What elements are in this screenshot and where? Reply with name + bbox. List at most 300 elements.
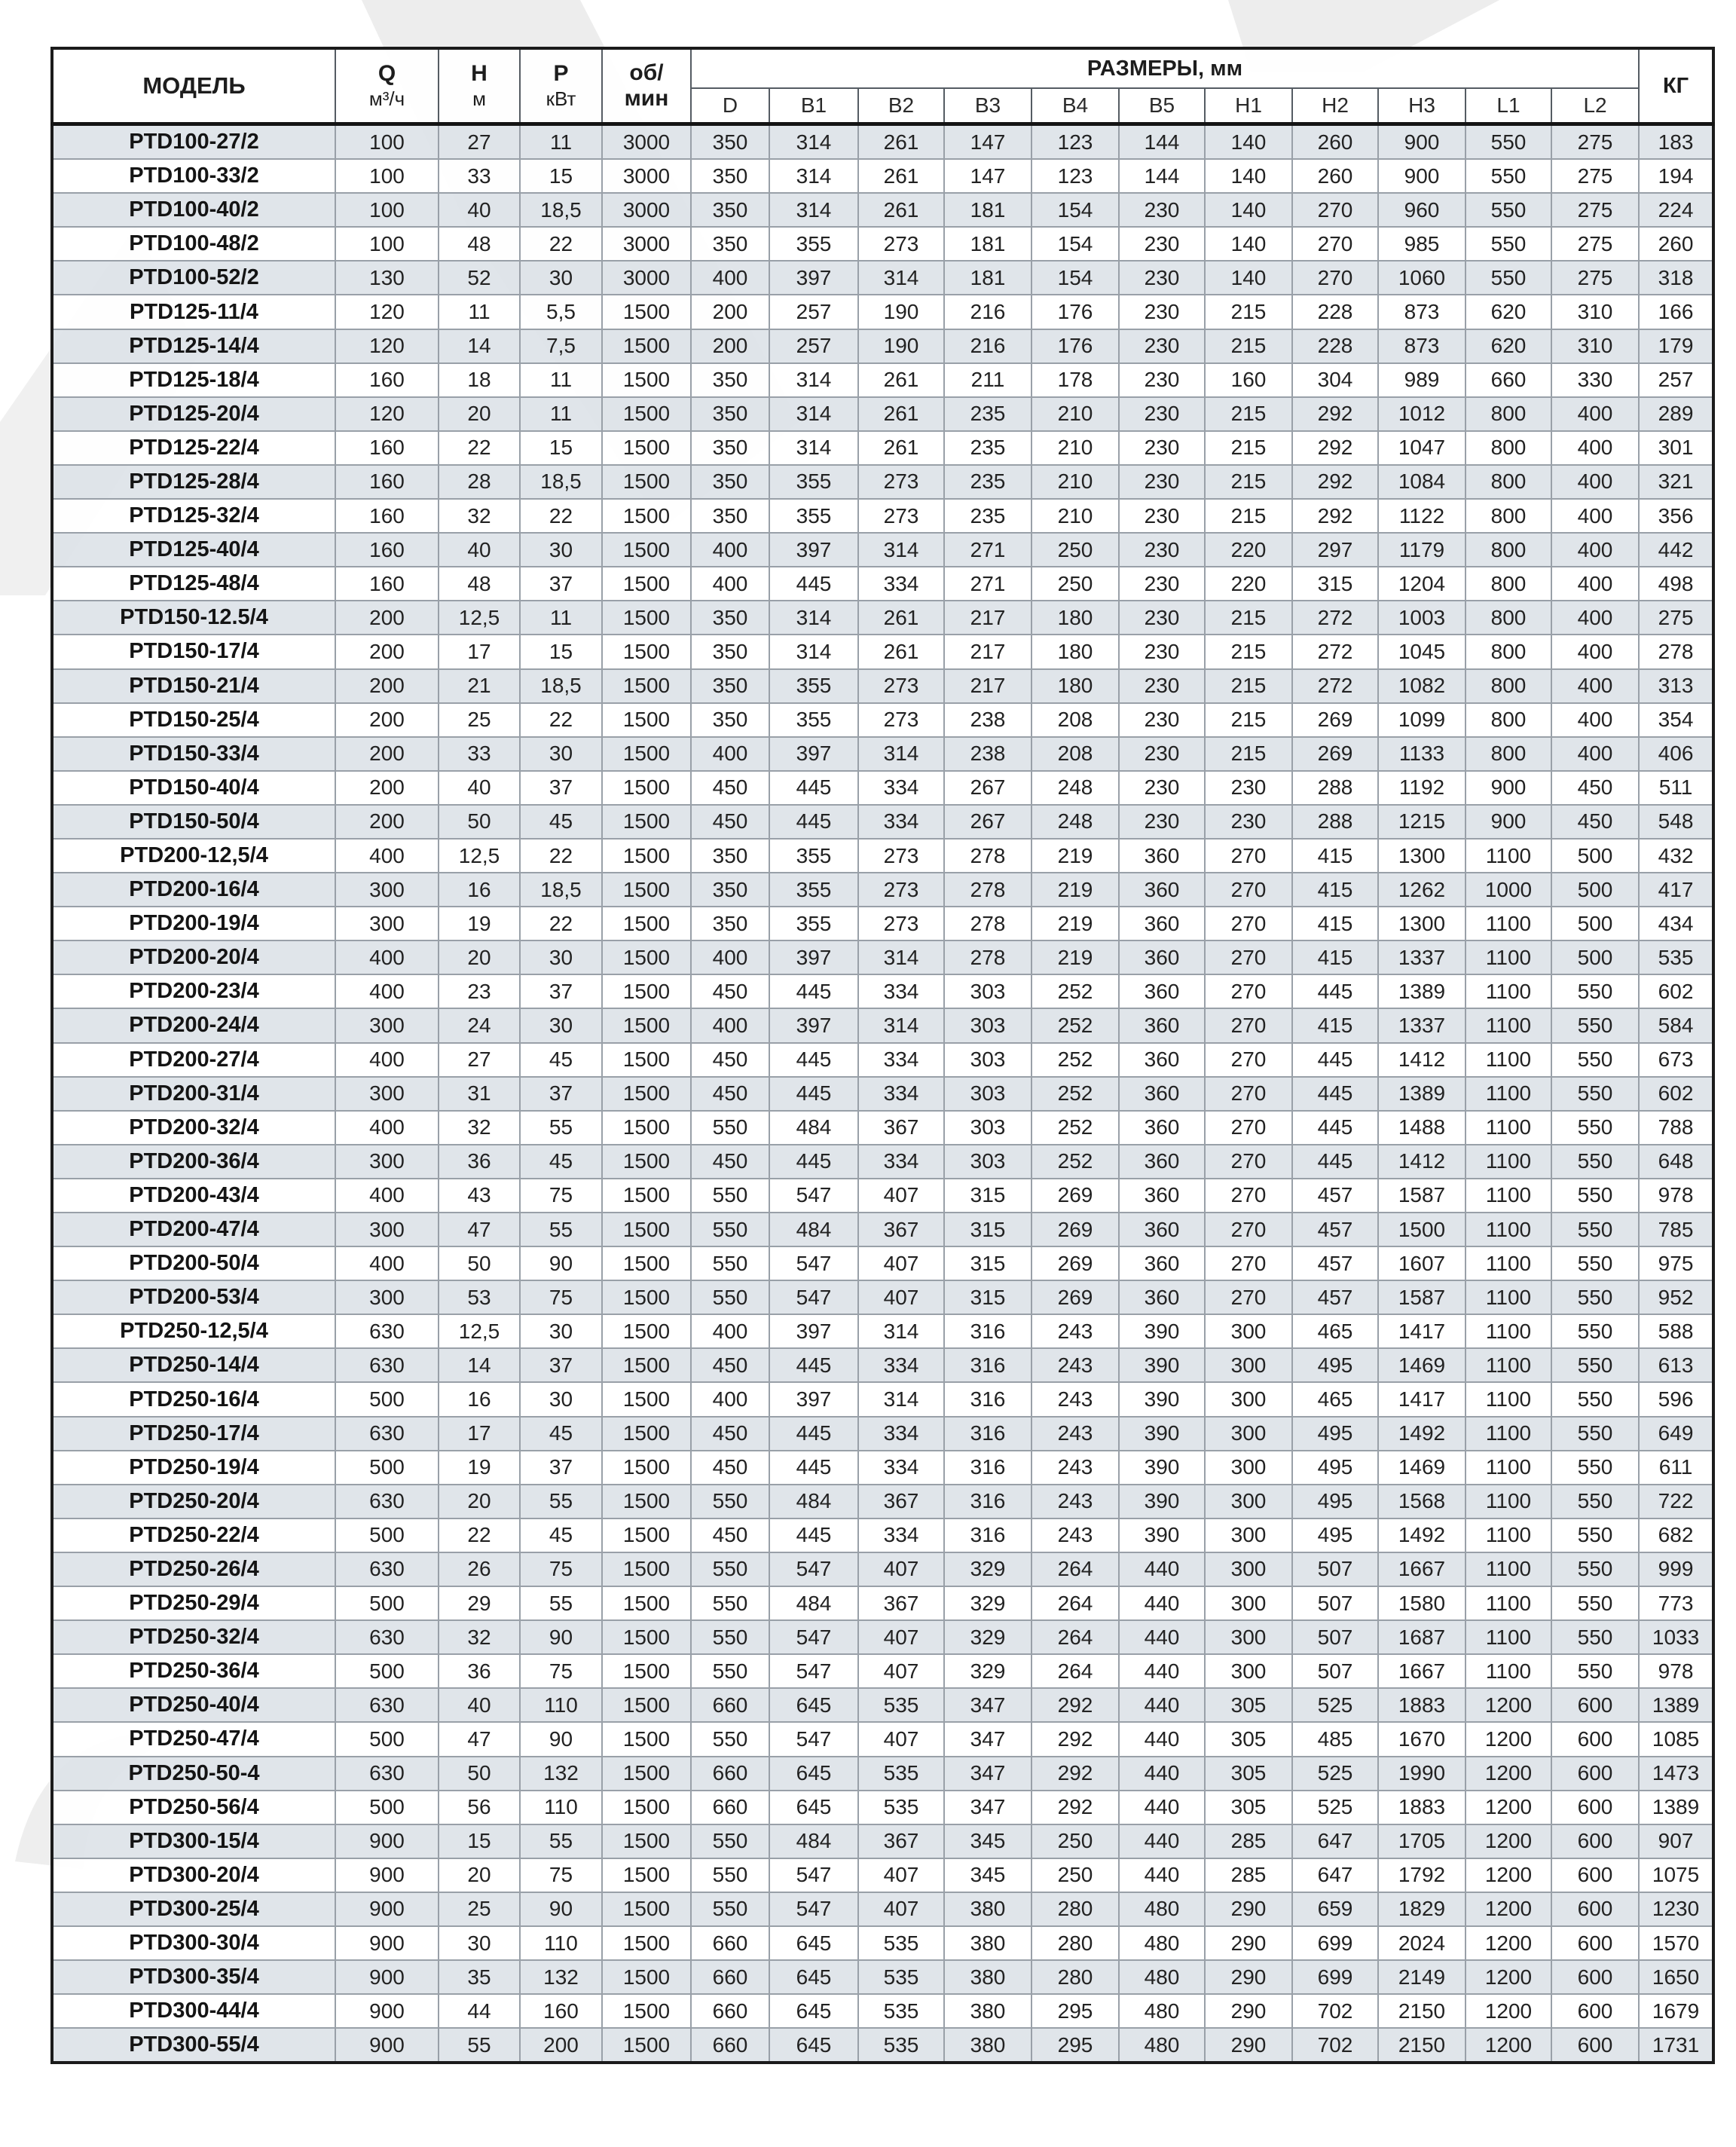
cell-h3: 1122 [1378, 499, 1466, 533]
cell-h1: 285 [1205, 1824, 1292, 1858]
cell-h: 32 [439, 1111, 520, 1145]
cell-q: 300 [335, 1145, 439, 1179]
cell-h: 25 [439, 703, 520, 737]
cell-p: 30 [520, 1314, 602, 1348]
cell-b5: 230 [1119, 567, 1205, 601]
cell-q: 500 [335, 1654, 439, 1688]
cell-h: 20 [439, 397, 520, 431]
cell-q: 630 [335, 1485, 439, 1518]
cell-b4: 252 [1032, 1043, 1119, 1077]
cell-b3: 316 [944, 1451, 1032, 1485]
cell-h3: 1337 [1378, 1008, 1466, 1042]
cell-d: 400 [691, 1382, 769, 1416]
cell-h: 40 [439, 193, 520, 227]
cell-p: 22 [520, 703, 602, 737]
cell-h1: 270 [1205, 1213, 1292, 1246]
cell-b5: 230 [1119, 601, 1205, 635]
cell-l1: 1100 [1466, 1654, 1551, 1688]
cell-kg: 354 [1639, 703, 1713, 737]
cell-kg: 1650 [1639, 1960, 1713, 1994]
cell-b2: 334 [858, 771, 944, 805]
cell-model: PTD200-53/4 [52, 1280, 335, 1314]
cell-l2: 550 [1551, 1518, 1639, 1552]
cell-h: 25 [439, 1892, 520, 1926]
cell-b4: 292 [1032, 1791, 1119, 1824]
cell-rpm: 1500 [602, 1791, 691, 1824]
cell-l1: 1100 [1466, 940, 1551, 974]
cell-d: 550 [691, 1722, 769, 1756]
cell-h: 31 [439, 1077, 520, 1111]
cell-b1: 547 [769, 1280, 858, 1314]
table-row [52, 974, 1713, 1008]
cell-b5: 230 [1119, 737, 1205, 771]
cell-h1: 270 [1205, 1145, 1292, 1179]
cell-h3: 1412 [1378, 1043, 1466, 1077]
cell-b1: 397 [769, 1382, 858, 1416]
cell-b5: 230 [1119, 397, 1205, 431]
cell-q: 120 [335, 295, 439, 329]
cell-h2: 269 [1292, 737, 1378, 771]
cell-d: 350 [691, 499, 769, 533]
cell-p: 110 [520, 1791, 602, 1824]
cell-l2: 550 [1551, 1586, 1639, 1620]
cell-b5: 230 [1119, 295, 1205, 329]
cell-model: PTD250-17/4 [52, 1417, 335, 1451]
cell-b2: 407 [858, 1892, 944, 1926]
col-group-dimensions: РАЗМЕРЫ, мм [691, 48, 1639, 88]
cell-h: 50 [439, 805, 520, 839]
cell-h2: 292 [1292, 431, 1378, 465]
cell-b5: 230 [1119, 771, 1205, 805]
table-row [52, 1485, 1713, 1518]
cell-q: 160 [335, 499, 439, 533]
cell-b3: 303 [944, 1111, 1032, 1145]
cell-q: 300 [335, 1008, 439, 1042]
cell-b3: 238 [944, 737, 1032, 771]
cell-b5: 230 [1119, 703, 1205, 737]
cell-h3: 1060 [1378, 261, 1466, 295]
cell-b4: 264 [1032, 1586, 1119, 1620]
cell-rpm: 1500 [602, 1145, 691, 1179]
cell-h: 27 [439, 1043, 520, 1077]
cell-kg: 722 [1639, 1485, 1713, 1518]
cell-d: 350 [691, 227, 769, 261]
q-symbol: Q [377, 60, 396, 86]
cell-l1: 800 [1466, 669, 1551, 703]
cell-kg: 301 [1639, 431, 1713, 465]
cell-kg: 773 [1639, 1586, 1713, 1620]
cell-kg: 406 [1639, 737, 1713, 771]
cell-l2: 400 [1551, 465, 1639, 499]
cell-b5: 440 [1119, 1654, 1205, 1688]
cell-l1: 660 [1466, 363, 1551, 397]
cell-d: 350 [691, 193, 769, 227]
cell-h1: 215 [1205, 431, 1292, 465]
cell-rpm: 1500 [602, 533, 691, 567]
cell-b3: 216 [944, 329, 1032, 363]
cell-b2: 273 [858, 669, 944, 703]
cell-d: 450 [691, 1451, 769, 1485]
table-row [52, 397, 1713, 431]
cell-b1: 445 [769, 974, 858, 1008]
cell-model: PTD250-29/4 [52, 1586, 335, 1620]
cell-b5: 440 [1119, 1722, 1205, 1756]
cell-b3: 345 [944, 1824, 1032, 1858]
cell-p: 90 [520, 1620, 602, 1654]
cell-h2: 457 [1292, 1280, 1378, 1314]
cell-h3: 1417 [1378, 1382, 1466, 1416]
cell-b2: 273 [858, 907, 944, 940]
col-header-rpm [602, 48, 691, 124]
cell-kg: 1075 [1639, 1858, 1713, 1892]
cell-d: 660 [691, 1994, 769, 2028]
cell-h2: 495 [1292, 1485, 1378, 1518]
cell-b1: 314 [769, 397, 858, 431]
cell-h: 32 [439, 1620, 520, 1654]
cell-h3: 1607 [1378, 1246, 1466, 1280]
cell-h: 19 [439, 1451, 520, 1485]
cell-l2: 600 [1551, 1824, 1639, 1858]
cell-p: 55 [520, 1485, 602, 1518]
cell-p: 11 [520, 124, 602, 160]
cell-q: 400 [335, 974, 439, 1008]
rpm-label-line2: мин [624, 86, 669, 111]
cell-b3: 147 [944, 159, 1032, 193]
cell-model: PTD150-21/4 [52, 669, 335, 703]
cell-b4: 280 [1032, 1926, 1119, 1960]
cell-b3: 329 [944, 1654, 1032, 1688]
cell-l1: 1100 [1466, 1008, 1551, 1042]
cell-b2: 273 [858, 227, 944, 261]
cell-rpm: 1500 [602, 1518, 691, 1552]
cell-b1: 445 [769, 771, 858, 805]
cell-l2: 600 [1551, 1994, 1639, 2028]
cell-h: 43 [439, 1179, 520, 1213]
cell-kg: 442 [1639, 533, 1713, 567]
cell-q: 300 [335, 873, 439, 907]
table-row [52, 1620, 1713, 1654]
table-row [52, 601, 1713, 635]
cell-b2: 334 [858, 1518, 944, 1552]
table-row [52, 1145, 1713, 1179]
cell-model: PTD125-22/4 [52, 431, 335, 465]
cell-model: PTD200-36/4 [52, 1145, 335, 1179]
cell-d: 350 [691, 124, 769, 160]
table-row [52, 159, 1713, 193]
cell-l1: 1200 [1466, 1722, 1551, 1756]
cell-h2: 445 [1292, 1111, 1378, 1145]
cell-b2: 367 [858, 1586, 944, 1620]
cell-rpm: 1500 [602, 1688, 691, 1722]
cell-model: PTD100-52/2 [52, 261, 335, 295]
cell-h3: 1192 [1378, 771, 1466, 805]
cell-b4: 210 [1032, 431, 1119, 465]
cell-rpm: 1500 [602, 1858, 691, 1892]
cell-q: 900 [335, 1858, 439, 1892]
cell-d: 450 [691, 805, 769, 839]
cell-b2: 535 [858, 1791, 944, 1824]
cell-h: 16 [439, 873, 520, 907]
cell-h: 18 [439, 363, 520, 397]
cell-l2: 500 [1551, 839, 1639, 873]
table-row [52, 193, 1713, 227]
cell-p: 75 [520, 1179, 602, 1213]
cell-b2: 334 [858, 1451, 944, 1485]
cell-kg: 275 [1639, 601, 1713, 635]
cell-b1: 445 [769, 567, 858, 601]
cell-b4: 252 [1032, 1008, 1119, 1042]
col-header-dim-l1: L1 [1466, 88, 1551, 124]
cell-kg: 584 [1639, 1008, 1713, 1042]
cell-h3: 1883 [1378, 1688, 1466, 1722]
cell-h: 21 [439, 669, 520, 703]
cell-kg: 548 [1639, 805, 1713, 839]
cell-d: 350 [691, 601, 769, 635]
cell-q: 630 [335, 1417, 439, 1451]
cell-h1: 300 [1205, 1348, 1292, 1382]
cell-h: 14 [439, 1348, 520, 1382]
cell-d: 350 [691, 465, 769, 499]
cell-b3: 347 [944, 1688, 1032, 1722]
cell-p: 45 [520, 1518, 602, 1552]
cell-model: PTD150-17/4 [52, 635, 335, 668]
cell-h2: 702 [1292, 1994, 1378, 2028]
cell-q: 200 [335, 601, 439, 635]
cell-h: 28 [439, 465, 520, 499]
cell-b5: 440 [1119, 1620, 1205, 1654]
cell-b3: 235 [944, 499, 1032, 533]
cell-h: 35 [439, 1960, 520, 1994]
cell-b2: 334 [858, 1417, 944, 1451]
cell-b5: 360 [1119, 1280, 1205, 1314]
cell-b1: 645 [769, 2028, 858, 2063]
cell-l2: 550 [1551, 1382, 1639, 1416]
cell-b2: 261 [858, 601, 944, 635]
cell-q: 300 [335, 907, 439, 940]
cell-h: 12,5 [439, 601, 520, 635]
cell-kg: 1389 [1639, 1791, 1713, 1824]
cell-h1: 215 [1205, 397, 1292, 431]
cell-b3: 217 [944, 669, 1032, 703]
cell-q: 900 [335, 1892, 439, 1926]
cell-q: 400 [335, 1111, 439, 1145]
cell-b4: 154 [1032, 261, 1119, 295]
cell-p: 110 [520, 1688, 602, 1722]
cell-b3: 329 [944, 1586, 1032, 1620]
cell-rpm: 1500 [602, 1008, 691, 1042]
cell-p: 11 [520, 363, 602, 397]
cell-b2: 367 [858, 1824, 944, 1858]
cell-kg: 952 [1639, 1280, 1713, 1314]
cell-p: 75 [520, 1280, 602, 1314]
cell-b4: 208 [1032, 737, 1119, 771]
cell-h3: 873 [1378, 329, 1466, 363]
cell-b3: 303 [944, 1077, 1032, 1111]
cell-h3: 1262 [1378, 873, 1466, 907]
cell-rpm: 1500 [602, 737, 691, 771]
table-row [52, 124, 1713, 160]
cell-h3: 2149 [1378, 1960, 1466, 1994]
cell-b3: 181 [944, 261, 1032, 295]
table-row [52, 465, 1713, 499]
cell-rpm: 1500 [602, 1654, 691, 1688]
cell-b2: 535 [858, 1960, 944, 1994]
cell-h: 40 [439, 533, 520, 567]
cell-h3: 1488 [1378, 1111, 1466, 1145]
cell-b5: 360 [1119, 1043, 1205, 1077]
cell-model: PTD125-20/4 [52, 397, 335, 431]
cell-l1: 1200 [1466, 1757, 1551, 1791]
cell-h: 47 [439, 1722, 520, 1756]
cell-h1: 140 [1205, 193, 1292, 227]
cell-h1: 215 [1205, 635, 1292, 668]
cell-p: 55 [520, 1824, 602, 1858]
cell-b2: 535 [858, 2028, 944, 2063]
cell-h2: 315 [1292, 567, 1378, 601]
cell-rpm: 1500 [602, 1892, 691, 1926]
cell-l1: 1200 [1466, 2028, 1551, 2063]
cell-h3: 1084 [1378, 465, 1466, 499]
cell-l1: 1100 [1466, 1382, 1551, 1416]
cell-l1: 1200 [1466, 1824, 1551, 1858]
cell-h3: 1792 [1378, 1858, 1466, 1892]
cell-h2: 415 [1292, 940, 1378, 974]
cell-h3: 2150 [1378, 1994, 1466, 2028]
cell-l1: 1100 [1466, 1043, 1551, 1077]
cell-b2: 261 [858, 124, 944, 160]
cell-h: 36 [439, 1145, 520, 1179]
cell-b5: 360 [1119, 839, 1205, 873]
cell-l1: 1100 [1466, 1586, 1551, 1620]
cell-d: 400 [691, 737, 769, 771]
col-header-dim-b4: B4 [1032, 88, 1119, 124]
cell-model: PTD200-12,5/4 [52, 839, 335, 873]
cell-kg: 179 [1639, 329, 1713, 363]
cell-h2: 507 [1292, 1552, 1378, 1586]
cell-d: 550 [691, 1552, 769, 1586]
cell-rpm: 1500 [602, 1314, 691, 1348]
cell-h1: 300 [1205, 1485, 1292, 1518]
cell-d: 400 [691, 1008, 769, 1042]
cell-rpm: 1500 [602, 1451, 691, 1485]
cell-b5: 360 [1119, 940, 1205, 974]
cell-l1: 1200 [1466, 1858, 1551, 1892]
cell-b5: 360 [1119, 1077, 1205, 1111]
cell-model: PTD125-32/4 [52, 499, 335, 533]
cell-d: 550 [691, 1620, 769, 1654]
cell-h2: 495 [1292, 1348, 1378, 1382]
cell-model: PTD250-36/4 [52, 1654, 335, 1688]
cell-b5: 390 [1119, 1417, 1205, 1451]
cell-b5: 144 [1119, 159, 1205, 193]
cell-b2: 535 [858, 1926, 944, 1960]
cell-b1: 484 [769, 1213, 858, 1246]
cell-b4: 269 [1032, 1179, 1119, 1213]
cell-h3: 2150 [1378, 2028, 1466, 2063]
cell-b4: 292 [1032, 1722, 1119, 1756]
cell-b3: 267 [944, 805, 1032, 839]
cell-h1: 300 [1205, 1382, 1292, 1416]
cell-h3: 1417 [1378, 1314, 1466, 1348]
cell-h1: 300 [1205, 1586, 1292, 1620]
cell-h3: 1215 [1378, 805, 1466, 839]
cell-rpm: 1500 [602, 1586, 691, 1620]
cell-b4: 269 [1032, 1246, 1119, 1280]
cell-rpm: 1500 [602, 1824, 691, 1858]
cell-l2: 500 [1551, 873, 1639, 907]
cell-p: 55 [520, 1111, 602, 1145]
cell-b5: 230 [1119, 669, 1205, 703]
cell-h2: 525 [1292, 1757, 1378, 1791]
cell-b1: 397 [769, 261, 858, 295]
cell-rpm: 1500 [602, 1213, 691, 1246]
cell-b2: 314 [858, 737, 944, 771]
cell-h3: 960 [1378, 193, 1466, 227]
cell-l2: 550 [1551, 1043, 1639, 1077]
cell-p: 37 [520, 974, 602, 1008]
cell-q: 630 [335, 1348, 439, 1382]
cell-b2: 261 [858, 397, 944, 431]
cell-b3: 217 [944, 635, 1032, 668]
cell-h1: 215 [1205, 329, 1292, 363]
cell-b4: 295 [1032, 2028, 1119, 2063]
cell-h3: 1492 [1378, 1518, 1466, 1552]
cell-b4: 243 [1032, 1348, 1119, 1382]
cell-b5: 390 [1119, 1348, 1205, 1382]
cell-b1: 547 [769, 1246, 858, 1280]
cell-l1: 800 [1466, 397, 1551, 431]
cell-model: PTD200-50/4 [52, 1246, 335, 1280]
cell-h2: 297 [1292, 533, 1378, 567]
cell-h1: 140 [1205, 261, 1292, 295]
cell-b2: 314 [858, 261, 944, 295]
cell-p: 11 [520, 397, 602, 431]
cell-kg: 417 [1639, 873, 1713, 907]
cell-h3: 1045 [1378, 635, 1466, 668]
cell-q: 900 [335, 1824, 439, 1858]
cell-h1: 140 [1205, 227, 1292, 261]
cell-d: 550 [691, 1179, 769, 1213]
cell-l1: 1100 [1466, 1451, 1551, 1485]
cell-b4: 243 [1032, 1417, 1119, 1451]
cell-q: 160 [335, 533, 439, 567]
cell-kg: 224 [1639, 193, 1713, 227]
table-row [52, 227, 1713, 261]
cell-h: 27 [439, 124, 520, 160]
cell-h2: 525 [1292, 1688, 1378, 1722]
cell-b2: 261 [858, 431, 944, 465]
cell-b2: 314 [858, 1314, 944, 1348]
cell-d: 550 [691, 1111, 769, 1145]
col-header-dim-h3: H3 [1378, 88, 1466, 124]
cell-b3: 235 [944, 431, 1032, 465]
table-row [52, 1654, 1713, 1688]
cell-h: 17 [439, 1417, 520, 1451]
cell-h3: 1389 [1378, 1077, 1466, 1111]
cell-l1: 1100 [1466, 1077, 1551, 1111]
cell-d: 350 [691, 397, 769, 431]
cell-h1: 305 [1205, 1722, 1292, 1756]
cell-q: 160 [335, 567, 439, 601]
cell-b5: 144 [1119, 124, 1205, 160]
cell-b2: 334 [858, 1077, 944, 1111]
cell-q: 300 [335, 1077, 439, 1111]
cell-b3: 329 [944, 1620, 1032, 1654]
cell-l1: 800 [1466, 567, 1551, 601]
cell-h1: 140 [1205, 124, 1292, 160]
cell-h1: 215 [1205, 465, 1292, 499]
cell-b4: 180 [1032, 669, 1119, 703]
